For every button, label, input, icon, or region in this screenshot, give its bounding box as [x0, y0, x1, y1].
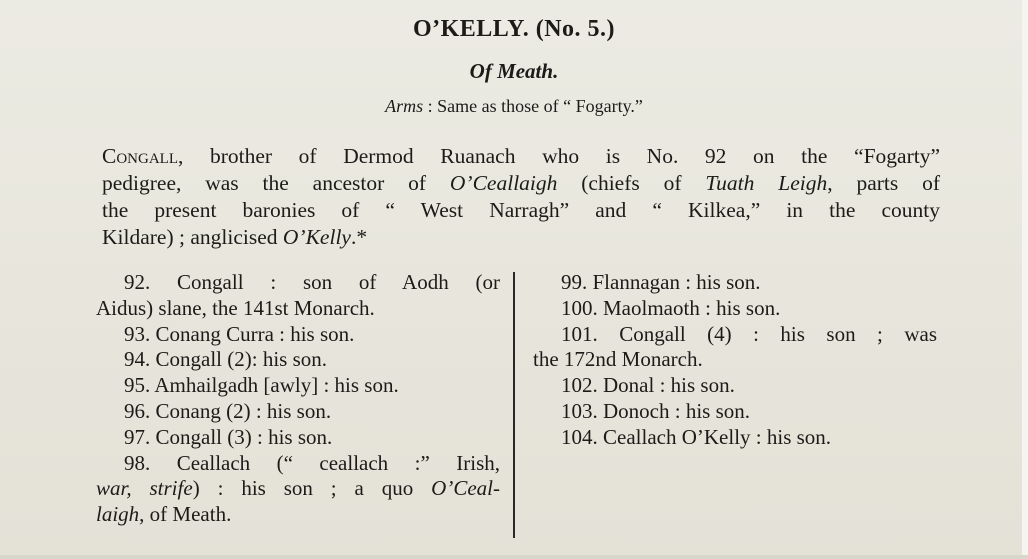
intro-line-2-italic-1: O’Ceallaigh [449, 171, 558, 195]
intro-line-4 [102, 224, 940, 251]
intro-line-1-text: , brother of Dermod Ruanach who is No. 92 on the “Fogarty” [178, 144, 940, 168]
entry-98-text: ) : his son ; a quo [192, 476, 432, 501]
pedigree-entry-100: 100. Maolmaoth : his son. [561, 295, 781, 320]
pedigree-entry-98: 98. Ceallach (“ ceallach :” Irish, [124, 450, 500, 475]
entry-98-end-text: , of Meath. [139, 502, 232, 527]
pedigree-right-column [533, 270, 937, 451]
intro-line-2 [102, 170, 940, 197]
intro-line-2-c: , parts of [827, 171, 941, 195]
intro-line-2-a: pedigree, was the ancestor of [102, 171, 450, 195]
intro-line-3: the present baronies of “ West Narragh” and “ Kilkea,” in the county [102, 198, 940, 222]
intro-line-4-italic: O’Kelly [282, 225, 351, 249]
pedigree-entry-93: 93. Conang Curra : his son. [124, 321, 355, 346]
page-subtitle: Of Meath. [469, 59, 559, 83]
pedigree-entry-99: 99. Flannagan : his son. [561, 270, 761, 294]
pedigree-entry-103: 103. Donoch : his son. [561, 398, 750, 423]
pedigree-entry-102: 102. Donal : his son. [561, 373, 735, 398]
pedigree-entry-104: 104. Ceallach O’Kelly : his son. [561, 424, 832, 449]
pedigree-entry-94: 94. Congall (2): his son. [124, 347, 327, 372]
pedigree-entry-95: 95. Amhailgadh [awly] : his son. [124, 373, 399, 398]
page-edge-bottom [0, 555, 1028, 559]
pedigree-entry-101-cont: the 172nd Monarch. [533, 347, 703, 372]
pedigree-entry-92: 92. Congall : son of Aodh (or [124, 270, 500, 294]
intro-line-2-b: (chiefs of [557, 171, 706, 195]
arms-label: Arms [385, 96, 424, 116]
pedigree-entry-96: 96. Conang (2) : his son. [124, 398, 332, 423]
intro-line-4-b: .* [350, 225, 368, 249]
entry-98-italic-1: war, strife [96, 476, 193, 501]
intro-name: Congall [102, 144, 178, 168]
page-edge-right [1022, 0, 1028, 559]
column-divider [513, 272, 515, 538]
pedigree-entry-97: 97. Congall (3) : his son. [124, 424, 333, 449]
intro-line-1 [102, 143, 940, 170]
pedigree-entry-98-cont [96, 476, 500, 502]
intro-line-4-a: Kildare) ; anglicised [102, 225, 283, 249]
pedigree-left-column [96, 270, 500, 528]
arms-line [0, 96, 1028, 117]
pedigree-entry-98-end [96, 502, 500, 528]
intro-paragraph [102, 143, 940, 251]
pedigree-entry-101: 101. Congall (4) : his son ; was [561, 321, 937, 346]
entry-98-italic-2: O’Ceal- [431, 476, 500, 501]
pedigree-entry-92-cont: Aidus) slane, the 141st Monarch. [96, 295, 375, 320]
arms-text: : Same as those of “ Fogarty.” [423, 96, 643, 116]
page-title: O’KELLY. (No. 5.) [412, 16, 616, 42]
entry-98-italic-3: laigh [96, 502, 140, 527]
intro-line-2-italic-2: Tuath Leigh [705, 171, 828, 195]
